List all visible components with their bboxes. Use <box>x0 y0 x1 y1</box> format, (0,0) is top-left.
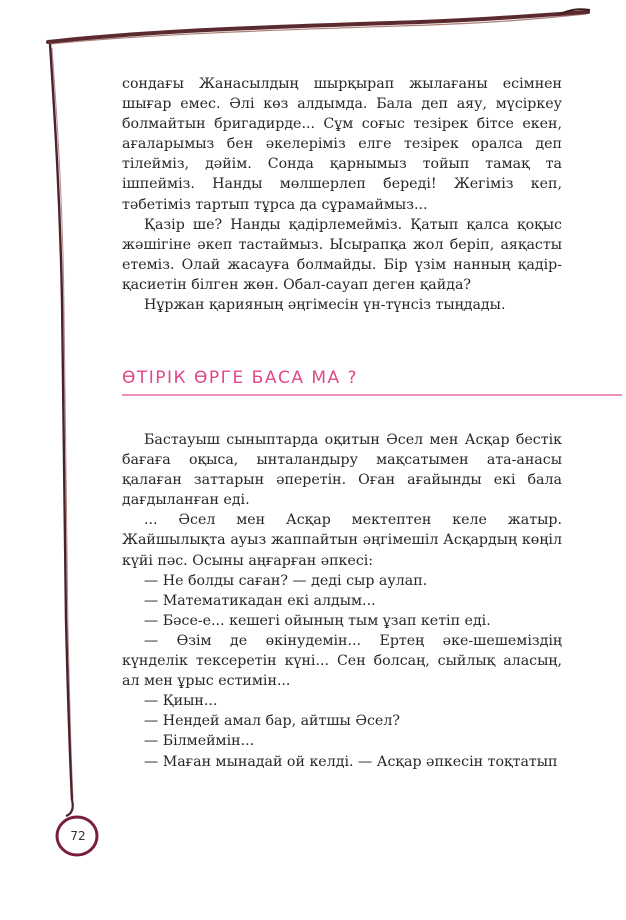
rod-top <box>48 12 588 42</box>
page-number: 72 <box>70 829 86 843</box>
dialogue-line: — Бәсе-е... кешегі ойының тым ұзап кетіп еді. <box>144 612 491 629</box>
section-heading: ӨТІРІК ӨРГЕ БАСА МА ? <box>122 368 359 388</box>
paragraph: ... Әсел мен Асқар мектептен келе жатыр. Жайшылықта ауыз жаппайтын әңгімешіл Асқардың көңіл күйі пәс. Осыны аңғарған әпкесі: <box>122 512 562 569</box>
heading-underline <box>122 394 622 396</box>
story-text-bottom <box>122 430 562 772</box>
dialogue-line: — Маған мынадай ой келді. — Асқар әпкесін тоқтатып <box>144 753 558 770</box>
dialogue-line: — Қиын... <box>144 693 218 710</box>
rod-line <box>50 44 72 800</box>
dialogue-line: — Білмеймін... <box>144 733 255 750</box>
paragraph: Бастауыш сыныптарда оқитын Әсел мен Асқар бестік бағаға оқыса, ынталандыру мақсатымен ата-анасы қалаған заттарын әперетін. Оған ағайынды екі бала дағдыланған еді. <box>122 432 562 509</box>
dialogue-line: — Математикадан екі алдым... <box>144 592 376 609</box>
fishing-hook <box>66 800 73 816</box>
dialogue-line: — Не болды саған? — деді сыр аулап. <box>144 572 428 589</box>
dialogue-line: — Өзім де өкінудемін... Ертең әке-шешеміздің күнделік тексеретін күні... Сен болсаң, сыйлық аласың, ал мен ұрыс естимін... <box>122 632 562 690</box>
dialogue-line: — Нендей амал бар, айтшы Әсел? <box>144 713 400 730</box>
paragraph: сондағы Жанасылдың шырқырап жылағаны есімнен шығар емес. Әлі көз алдымда. Бала деп аяу, мүсіркеу болмайтын бригадирде... Сұм соғыс тезірек бітсе екен, ағаларымыз бен әкелеріміз елге тезірек оралса деп тілейміз, дәйім. Сонда қарнымыз тойып тамақ та ішпейміз. Нанды мөлшерлеп береді! Жегіміз кеп, тәбетіміз тартып тұрса да сұрамаймыз... <box>122 76 562 213</box>
paragraph: Нұржан қарияның әңгімесін үн-түнсіз тыңдады. <box>144 297 506 314</box>
paragraph: Қазір ше? Нанды қадірлемейміз. Қатып қалса қоқыс жәшігіне әкеп тастаймыз. Ысырапқа жол беріп, аяқасты етеміз. Олай жасауға болмайды. Бір үзім нанның қадір-қасиетін білген жөн. Обал-сауап деген қайда? <box>122 216 562 293</box>
story-text-top <box>122 74 562 315</box>
